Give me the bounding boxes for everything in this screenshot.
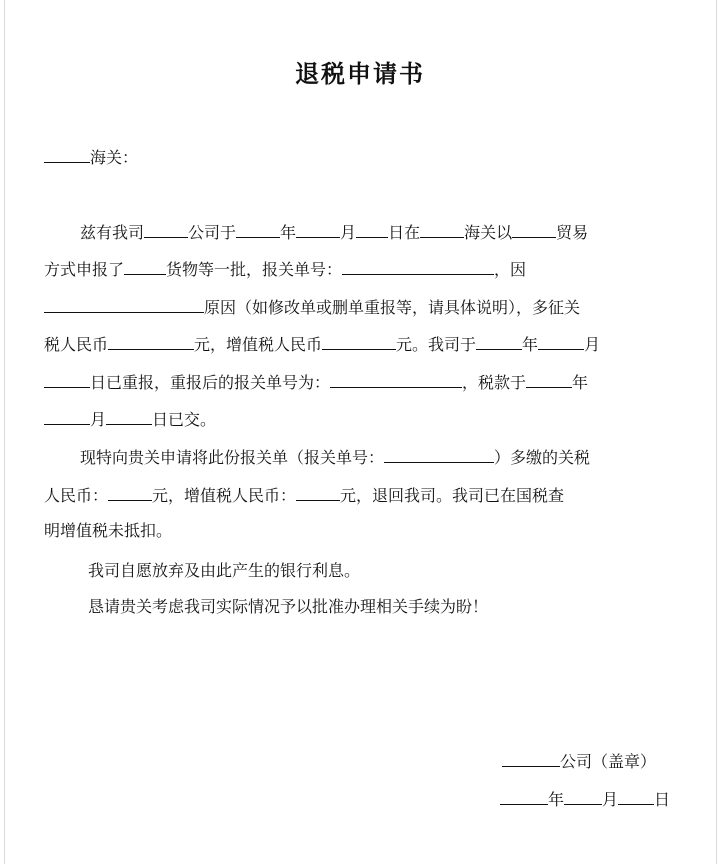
redeclare-year-blank[interactable] [476,333,522,350]
payment-year-blank[interactable] [526,371,572,388]
refund-duty-blank[interactable] [108,484,152,501]
para3-line: 我司自愿放弃及由此产生的银行利息。 [88,561,361,580]
para1-line2: 方式申报了 货物等一批，报关单号： ，因 [44,260,527,279]
para2-line3: 明增值税未抵扣。 [44,521,173,540]
document-title: 退税申请书 [295,60,425,88]
signature-company-blank[interactable] [502,750,560,767]
customs-name-blank[interactable] [44,146,90,163]
date-day-blank[interactable] [356,221,388,238]
para1-line6: 月 日已交。 [44,408,216,430]
refund-declaration-number-blank[interactable] [384,446,494,463]
para2-line2: 人民币： 元，增值税人民币： 元，退回我司。我司已在国税查 [44,486,565,505]
payment-day-blank[interactable] [106,408,152,425]
new-declaration-number-blank[interactable] [330,371,462,388]
para1-line3: 原因（如修改单或删单重报等，请具体说明），多征关 [44,296,580,318]
signature-date-line: 年 月 日 [500,788,670,810]
over-vat-amount-blank[interactable] [322,333,396,350]
customs-blank[interactable] [420,221,464,238]
para1-line1: 兹有我司 公司于 年 月 日在 海关以 贸易 [80,223,589,242]
refund-vat-blank[interactable] [296,484,340,501]
company-name-blank[interactable] [144,221,188,238]
signature-month-blank[interactable] [564,788,602,805]
over-duty-amount-blank[interactable] [108,333,194,350]
date-year-blank[interactable] [236,221,280,238]
declaration-number-blank[interactable] [342,258,494,275]
page-border-left [4,0,5,864]
reason-blank[interactable] [44,296,204,313]
para1-line4: 税人民币 元，增值税人民币 元。我司于 年 月 [44,335,601,354]
goods-blank[interactable] [124,258,166,275]
para1-line5: 日已重报，重报后的报关单号为： ，税款于 年 [44,371,588,393]
para2-line1: 现特向贵关申请将此份报关单（报关单号： ）多缴的关税 [80,448,591,467]
date-month-blank[interactable] [296,221,340,238]
signature-company-line: 公司（盖章） [502,750,656,772]
trade-mode-blank[interactable] [512,221,556,238]
payment-month-prefix-blank[interactable] [44,408,90,425]
redeclare-month-blank[interactable] [538,333,584,350]
salutation-line: 海关： [44,146,138,168]
page-border-right [716,0,717,864]
para4-line: 恳请贵关考虑我司实际情况予以批准办理相关手续为盼！ [88,597,489,616]
signature-year-blank[interactable] [500,788,548,805]
redeclare-day-blank[interactable] [44,371,90,388]
signature-day-blank[interactable] [618,788,654,805]
